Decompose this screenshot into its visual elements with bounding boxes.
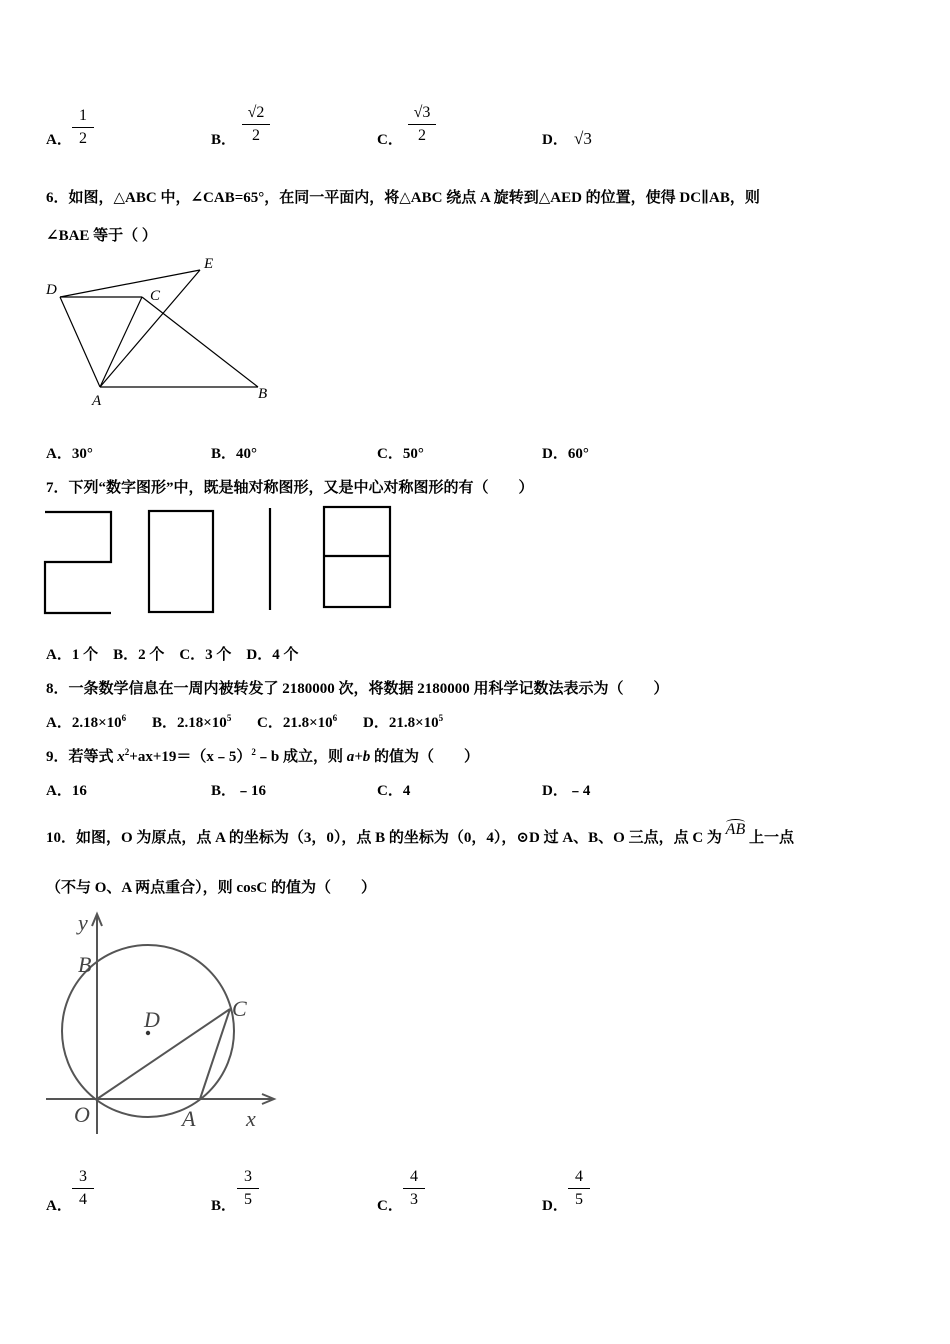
q5-option-a-label: A． (46, 132, 72, 148)
digit-0-figure (149, 511, 213, 612)
q8-d-exp: 5 (438, 713, 444, 723)
q10-option-b-label: B． (211, 1198, 237, 1214)
q5-option-c-label: C． (377, 132, 403, 148)
segment-oc (97, 1009, 230, 1099)
q6-option-b: B．40° (211, 446, 258, 462)
q5-c-denominator: 2 (418, 127, 426, 144)
q10-circle-figure (40, 902, 290, 1142)
x-axis-label: x (246, 1106, 256, 1131)
q8-stem: 8．一条数学信息在一周内被转发了 2180000 次，将数据 2180000 用科学记数法表示为（ ） (46, 681, 669, 697)
q10-a-numerator: 3 (79, 1168, 87, 1185)
q5-b-denominator: 2 (252, 127, 260, 144)
q6-option-a: A．30° (46, 446, 93, 462)
q8-a-exp: 6 (121, 713, 127, 723)
q9-option-d: D．﹣4 (542, 783, 591, 799)
q9-ab: a+b (346, 749, 371, 765)
q9-option-a: A．16 (46, 783, 87, 799)
point-d-label: D (46, 282, 57, 298)
q6-stem-line2: ∠BAE 等于（ ） (46, 228, 157, 244)
q10-line1-start: 10．如图，O 为原点，点 A 的坐标为（3，0），点 B 的坐标为（0，4），⊙D 过 A、B、O 三点，点 C 为 (46, 830, 726, 846)
digit-2-figure (45, 512, 111, 613)
q5-option-d-value: √3 (574, 129, 592, 148)
q5-option-c-fraction (406, 104, 438, 145)
segment-cb (142, 297, 258, 387)
q8-option-d (363, 711, 443, 732)
q6-triangle-figure (40, 252, 280, 412)
q10-arc-label: AB (725, 821, 746, 838)
q10-d-denominator: 5 (575, 1191, 583, 1208)
q8-option-b (152, 711, 231, 732)
segment-ac (100, 297, 142, 387)
q5-option-b-label: B． (211, 132, 237, 148)
q5-b-numerator: √2 (247, 104, 265, 121)
origin-o-label: O (74, 1102, 90, 1127)
q8-b-exp: 5 (226, 713, 232, 723)
q10-line1-end: 上一点 (745, 830, 794, 846)
q9-option-c: C．4 (377, 783, 411, 799)
q9-stem (46, 745, 479, 766)
q9-exp: 2 (124, 747, 130, 757)
q7-options: A．1 个 B．2 个 C．3 个 D．4 个 (46, 647, 299, 663)
q10-b-numerator: 3 (244, 1168, 252, 1185)
q9-formula-mid: +ax+19＝（x﹣5） (129, 749, 252, 765)
q8-d-text: D．21.8×10 (363, 715, 439, 731)
q5-option-a-fraction (70, 107, 96, 148)
q5-option-d-label: D． (542, 132, 568, 148)
point-d-label: D (144, 1007, 160, 1032)
q10-d-numerator: 4 (575, 1168, 583, 1185)
q9-end: 的值为（ ） (370, 749, 480, 765)
q9-prefix: 9．若等式 (46, 749, 118, 765)
q7-digit-figures (40, 502, 400, 622)
q8-c-exp: 6 (332, 713, 338, 723)
q8-option-a (46, 711, 126, 732)
point-b-label: B (258, 386, 268, 402)
segment-da (60, 297, 100, 387)
point-b-label: B (78, 952, 92, 977)
point-a-label: A (92, 393, 102, 409)
q9-formula-x: x (117, 749, 125, 765)
point-c-label: C (232, 996, 247, 1021)
q9-option-b: B．﹣16 (211, 783, 267, 799)
q8-b-text: B．2.18×10 (152, 715, 227, 731)
q10-option-a-fraction (70, 1168, 96, 1209)
q7-stem: 7．下列“数字图形”中，既是轴对称图形，又是中心对称图形的有（ ） (46, 480, 534, 496)
y-axis-label: y (78, 910, 88, 935)
q10-option-d-label: D． (542, 1198, 568, 1214)
q5-a-numerator: 1 (79, 107, 87, 124)
q5-c-numerator: √3 (413, 104, 431, 121)
q10-b-denominator: 5 (244, 1191, 252, 1208)
q10-option-c-fraction (401, 1168, 427, 1209)
point-e-label: E (204, 256, 214, 272)
q6-option-d: D．60° (542, 446, 589, 462)
q10-option-d-fraction (566, 1168, 592, 1209)
q10-c-numerator: 4 (410, 1168, 418, 1185)
q9-suffix: 成立，则 (279, 749, 347, 765)
q10-arc-ab (726, 821, 746, 838)
q9-formula-end: ﹣b (255, 749, 280, 765)
q10-stem-line2: （不与 O、A 两点重合），则 cosC 的值为（ ） (46, 880, 377, 896)
q5-a-denominator: 2 (79, 130, 87, 147)
point-c-label: C (150, 288, 161, 304)
q6-option-c: C．50° (377, 446, 424, 462)
q10-option-a-label: A． (46, 1198, 72, 1214)
q10-c-denominator: 3 (410, 1191, 418, 1208)
q10-stem-line1 (46, 821, 794, 847)
segment-de (60, 270, 200, 297)
q10-option-c-label: C． (377, 1198, 403, 1214)
q8-a-text: A．2.18×10 (46, 715, 122, 731)
q5-option-b-fraction (240, 104, 272, 145)
q8-c-text: C．21.8×10 (257, 715, 333, 731)
q10-a-denominator: 4 (79, 1191, 87, 1208)
q6-stem-line1: 6．如图，△ABC 中，∠CAB=65°，在同一平面内，将△ABC 绕点 A 旋转到△AED 的位置，使得 DC∥AB，则 (46, 190, 760, 206)
point-a-label: A (182, 1106, 196, 1131)
q10-option-b-fraction (235, 1168, 261, 1209)
q9-exp-b: 2 (251, 747, 256, 757)
q8-option-c (257, 711, 337, 732)
